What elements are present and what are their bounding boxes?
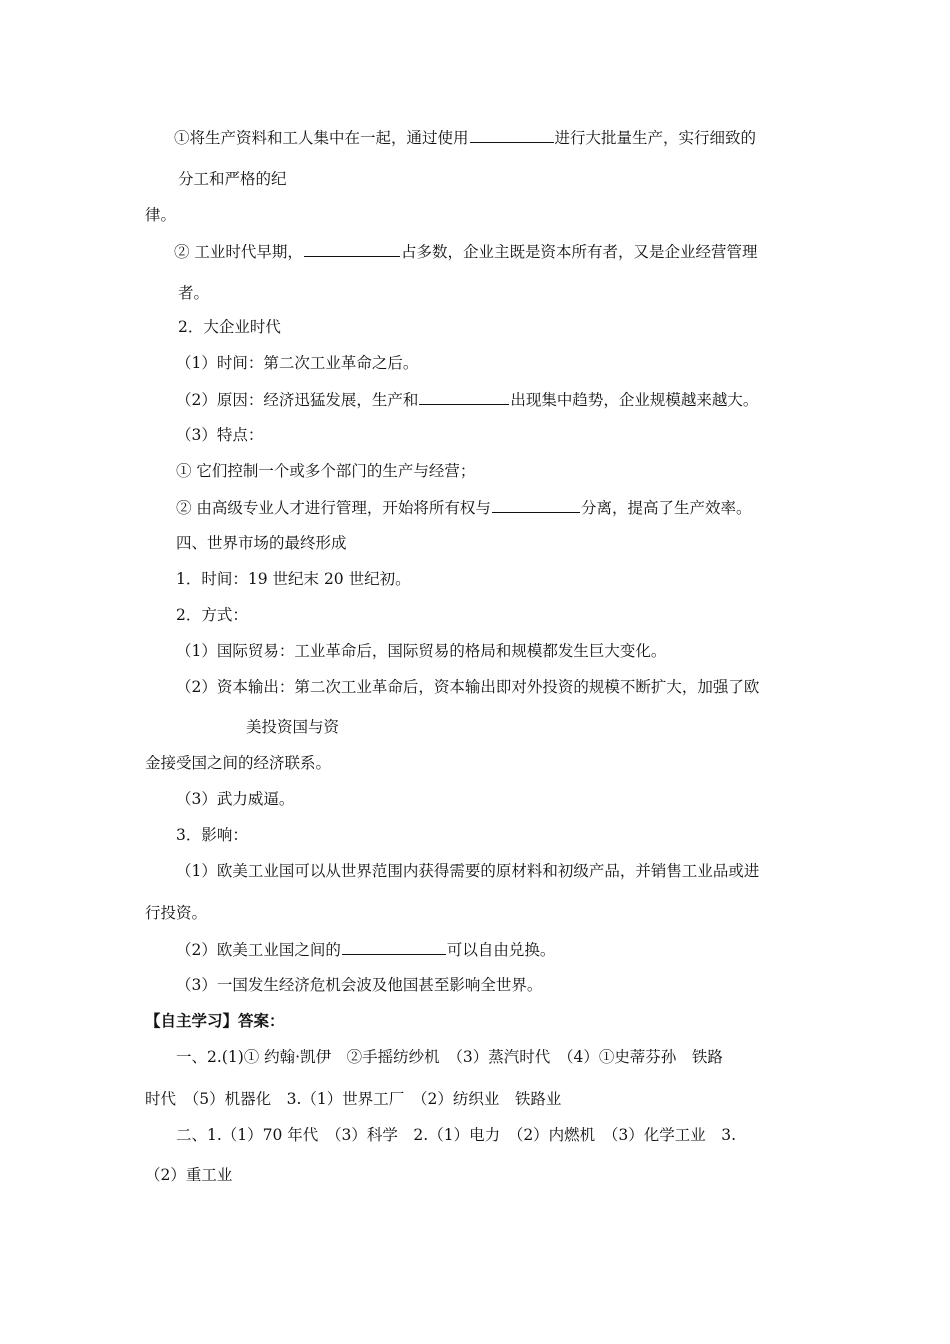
text-line: 3．影响：: [176, 826, 248, 844]
text-line: 者。: [178, 284, 210, 302]
text-line: 律。: [145, 206, 177, 224]
line-text: 出现集中趋势，企业规模越来越大。: [510, 391, 759, 409]
fill-blank: [304, 241, 400, 257]
text-line: （3）特点：: [176, 426, 264, 444]
text-line: 分工和严格的纪: [178, 170, 287, 188]
text-line: 金接受国之间的经济联系。: [145, 754, 332, 772]
answer-line: 二、1.（1）70 年代 （3）科学 2.（1）电力 （2）内燃机 （3）化学工业 3.: [176, 1126, 737, 1144]
text-line: [176, 939, 555, 960]
line-text: ② 由高级专业人才进行管理，开始将所有权与: [176, 499, 491, 517]
text-line: [174, 127, 756, 148]
answer-line: 一、2.(1)① 约翰·凯伊 ②手摇纺纱机 （3）蒸汽时代 （4）①史蒂芬孙 铁路: [176, 1048, 723, 1066]
text-line: （3）一国发生经济危机会波及他国甚至影响全世界。: [176, 976, 543, 994]
fill-blank: [470, 127, 554, 143]
line-text: （2）欧美工业国之间的: [176, 941, 341, 959]
text-line: 2．大企业时代: [178, 318, 281, 336]
text-line: （1）欧美工业国可以从世界范围内获得需要的原材料和初级产品，并销售工业品或进: [176, 862, 760, 880]
text-line: 1．时间：19 世纪末 20 世纪初。: [176, 570, 411, 588]
answer-line: 时代 （5）机器化 3.（1）世界工厂 （2）纺织业 铁路业: [145, 1090, 562, 1108]
line-text: 分离，提高了生产效率。: [580, 499, 752, 517]
section-heading: 四、世界市场的最终形成: [176, 534, 347, 552]
fill-blank: [492, 497, 580, 513]
text-line: （2）资本输出：第二次工业革命后，资本输出即对外投资的规模不断扩大，加强了欧: [176, 678, 760, 696]
line-text: ①将生产资料和工人集中在一起，通过使用: [174, 129, 469, 147]
text-line: ① 它们控制一个或多个部门的生产与经营；: [176, 462, 476, 480]
line-text: 进行大批量生产，实行细致的: [554, 129, 757, 147]
text-line: 2．方式：: [176, 606, 248, 624]
text-line: [176, 389, 758, 410]
line-text: 可以自由兑换。: [446, 941, 556, 959]
line-text: ② 工业时代早期，: [174, 243, 303, 261]
text-line: （1）国际贸易：工业革命后，国际贸易的格局和规模都发生巨大变化。: [176, 642, 667, 660]
answer-heading: 【自主学习】答案：: [145, 1011, 285, 1030]
fill-blank: [342, 939, 446, 955]
text-line: 美投资国与资: [246, 718, 340, 736]
fill-blank: [419, 389, 509, 405]
line-text: 占多数，企业主既是资本所有者，又是企业经营管理: [400, 243, 758, 261]
text-line: [176, 497, 751, 518]
text-line: （1）时间：第二次工业革命之后。: [176, 354, 419, 372]
answer-line: （2）重工业: [145, 1166, 233, 1184]
text-line: 行投资。: [145, 904, 208, 922]
line-text: （2）原因：经济迅猛发展，生产和: [176, 391, 419, 409]
text-line: [174, 241, 757, 262]
text-line: （3）武力威逼。: [176, 790, 295, 808]
